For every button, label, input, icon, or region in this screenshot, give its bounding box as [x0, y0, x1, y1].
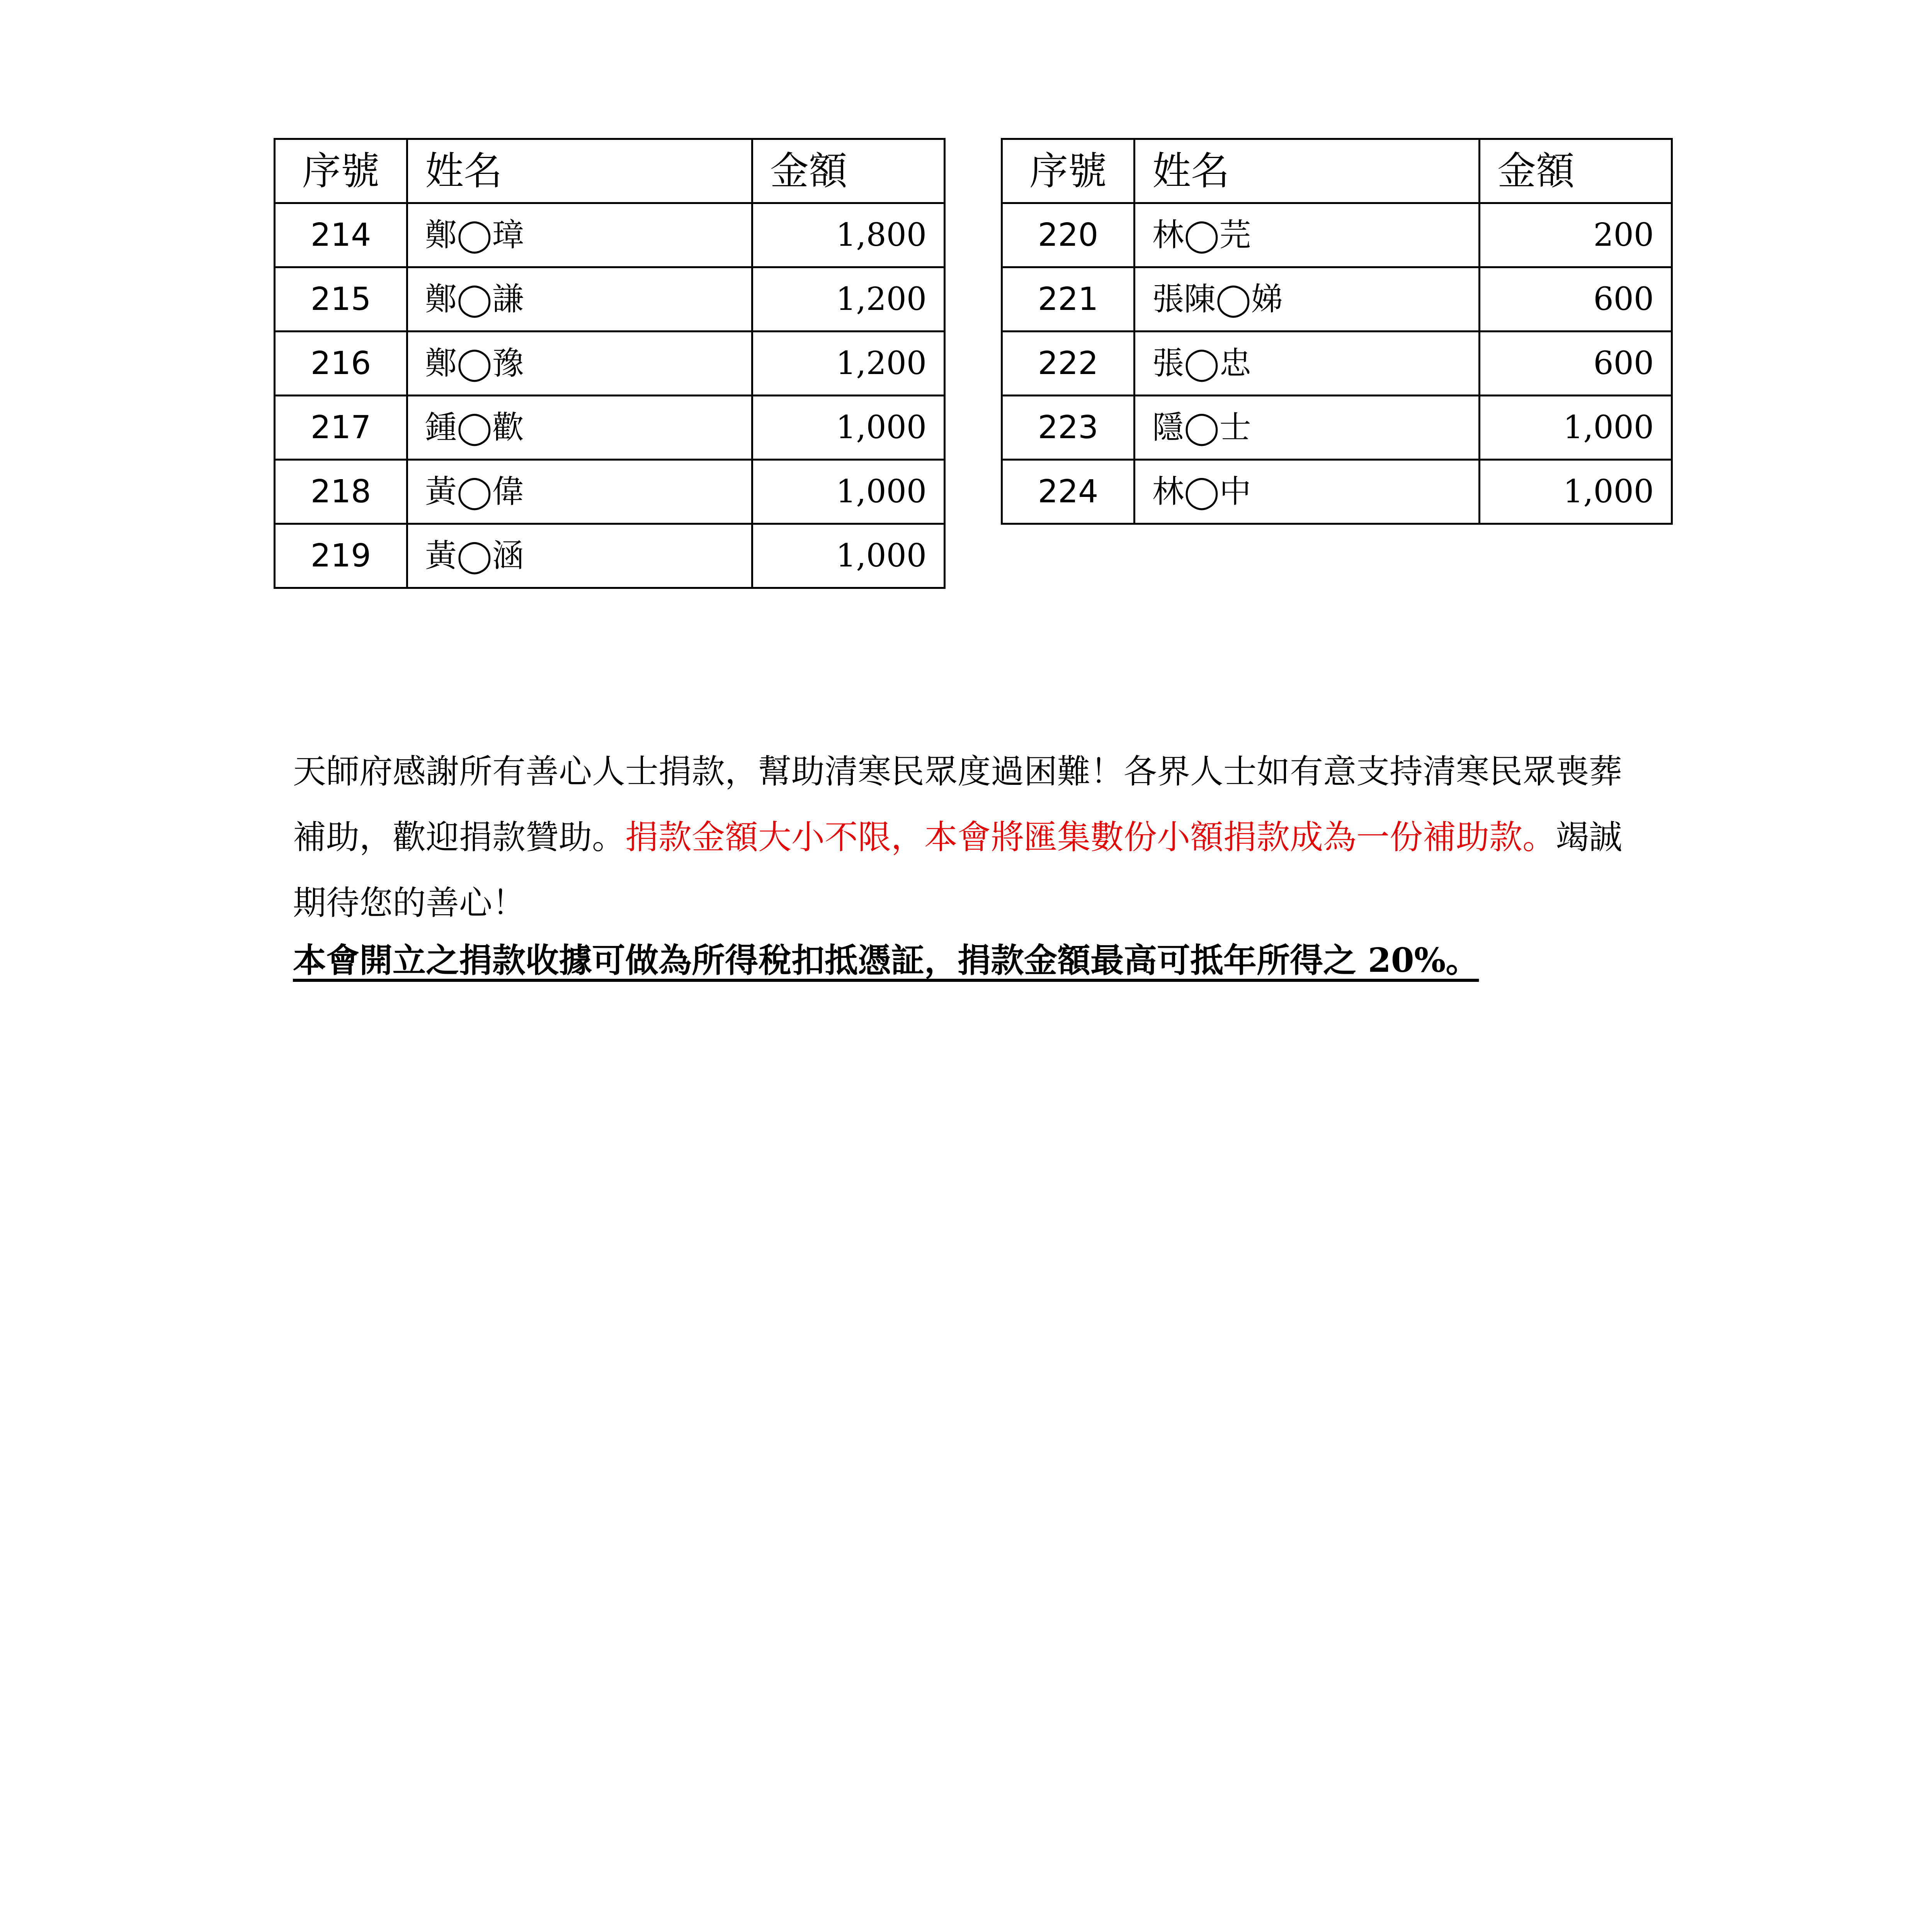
- table-row: [1002, 203, 1672, 267]
- amount-cell: 200: [1480, 203, 1672, 267]
- table-row: [275, 203, 945, 267]
- serial-cell: 218: [275, 460, 407, 524]
- table-row: [1002, 396, 1672, 460]
- name-cell: 張◯忠: [1135, 332, 1480, 396]
- amount-cell: 600: [1480, 267, 1672, 332]
- serial-cell: 221: [1002, 267, 1135, 332]
- name-cell: 鄭◯謙: [407, 267, 752, 332]
- header-serial: 序號: [275, 139, 407, 203]
- table-row: [275, 396, 945, 460]
- amount-cell: 1,000: [752, 396, 945, 460]
- serial-cell: 224: [1002, 460, 1135, 524]
- message-closing: 竭誠期待您的善心！: [293, 818, 1622, 922]
- header-serial: 序號: [1002, 139, 1135, 203]
- name-cell: 鄭◯豫: [407, 332, 752, 396]
- table-row: [275, 267, 945, 332]
- table-row: [1002, 460, 1672, 524]
- name-cell: 黃◯偉: [407, 460, 752, 524]
- serial-cell: 220: [1002, 203, 1135, 267]
- name-cell: 林◯中: [1135, 460, 1480, 524]
- serial-cell: 215: [275, 267, 407, 332]
- name-cell: 林◯芫: [1135, 203, 1480, 267]
- amount-cell: 1,000: [752, 460, 945, 524]
- name-cell: 張陳◯娣: [1135, 267, 1480, 332]
- highlighted-message: 捐款金額大小不限，本會將匯集數份小額捐款成為一份補助款。: [625, 818, 1556, 857]
- amount-cell: 1,200: [752, 267, 945, 332]
- table-row: [275, 332, 945, 396]
- amount-cell: 1,000: [752, 524, 945, 588]
- table-row: [1002, 332, 1672, 396]
- donor-table-left: [274, 138, 946, 589]
- serial-cell: 216: [275, 332, 407, 396]
- serial-cell: 223: [1002, 396, 1135, 460]
- name-cell: 鍾◯歡: [407, 396, 752, 460]
- name-cell: 黃◯涵: [407, 524, 752, 588]
- amount-cell: 1,000: [1480, 460, 1672, 524]
- amount-cell: 600: [1480, 332, 1672, 396]
- table-header-row: [275, 139, 945, 203]
- amount-cell: 1,000: [1480, 396, 1672, 460]
- header-amount: 金額: [1480, 139, 1672, 203]
- header-amount: 金額: [752, 139, 945, 203]
- name-cell: 隱◯士: [1135, 396, 1480, 460]
- table-row: [275, 460, 945, 524]
- serial-cell: 217: [275, 396, 407, 460]
- serial-cell: 222: [1002, 332, 1135, 396]
- header-name: 姓名: [1135, 139, 1480, 203]
- header-name: 姓名: [407, 139, 752, 203]
- serial-cell: 219: [275, 524, 407, 588]
- table-row: [275, 524, 945, 588]
- donation-message: [293, 739, 1638, 936]
- message-text: 天師府感謝所有善心人士捐款，幫助清寒民眾度過困難！各界人士如有意支持清寒民眾喪葬補助，歡迎捐款贊助。: [293, 752, 1622, 857]
- amount-cell: 1,200: [752, 332, 945, 396]
- table-row: [1002, 267, 1672, 332]
- serial-cell: 214: [275, 203, 407, 267]
- name-cell: 鄭◯璋: [407, 203, 752, 267]
- tax-deduction-note: 本會開立之捐款收據可做為所得稅扣抵憑証，捐款金額最高可抵年所得之 20%。: [293, 941, 1479, 980]
- donor-table-right: [1001, 138, 1673, 525]
- amount-cell: 1,800: [752, 203, 945, 267]
- table-header-row: [1002, 139, 1672, 203]
